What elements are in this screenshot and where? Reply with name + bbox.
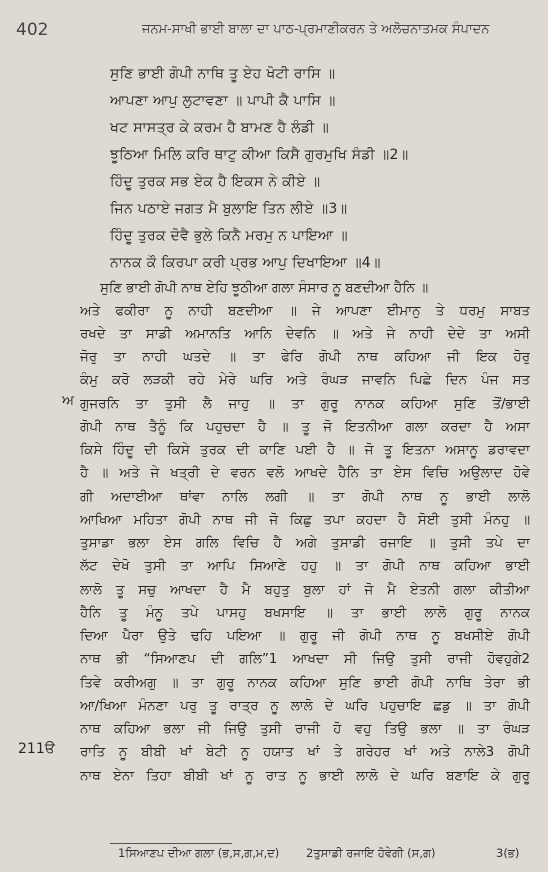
prose-line: ਨਾਥ ਕਹਿਆ ਭਲਾ ਜੀ ਜਿਉ ਤੁਸੀ ਰਾਜੀ ਹੋ ਵਹੁ ਤਿਉ ਭਲਾ ॥ ਤਾ ਰੰਘੜ — [80, 722, 530, 737]
prose-line: ਲੱਟ ਦੇਖੋ ਤੁਸੀ ਤਾ ਆਪਿ ਸਿਆਣੇ ਹਹੁ ॥ ਤਾ ਗੋਪੀ ਨਾਥ ਕਹਿਆ ਭਾਈ — [80, 559, 530, 574]
verse-line: ਸੁਣਿ ਭਾਈ ਗੋਪੀ ਨਾਥਿ ਤੂ ਏਹ ਖੋਟੀ ਰਾਸਿ ॥ — [110, 66, 336, 82]
prose-line: ਆਖਿਆ ਮਹਿਤਾ ਗੋਪੀ ਨਾਥ ਜੀ ਜੋ ਕਿਛੁ ਤਪਾ ਕਹਦਾ ਹੈ ਸੋਈ ਤੁਸੀ ਮੰਨਹੁ ॥ — [80, 513, 530, 528]
verse-line: ਆਪਣਾ ਆਪੁ ਲੁਟਾਵਣਾ ॥ ਪਾਪੀ ਕੈ ਪਾਸਿ ॥ — [110, 93, 336, 109]
verse-line: ਨਾਨਕ ਕੌ ਕਿਰਪਾ ਕਰੀ ਪ੍ਰਭ ਆਪੁ ਦਿਖਾਇਆ ॥4॥ — [110, 255, 381, 271]
prose-line: ਰਖਦੇ ਤਾ ਸਾਡੀ ਅਮਾਨਤਿ ਆਨਿ ਦੇਵਨਿ ॥ ਅਤੇ ਜੇ ਨਾਹੀ ਦੇਦੇ ਤਾ ਅਸੀ — [80, 327, 530, 342]
prose-line: ਦਿਆ ਪੈਰਾ ਉਤੇ ਢਹਿ ਪਇਆ ॥ ਗੁਰੂ ਜੀ ਗੋਪੀ ਨਾਥ ਨੂ ਬਖਸੀਏ ਗੋਪੀ — [80, 629, 530, 644]
prose-line: ਆ/ਖਿਆ ਮੰਨਣਾ ਪਰੁ ਤੂ ਰਾਤ੍ਰ ਨੂ ਲਾਲੋ ਦੇ ਘਰਿ ਪਹੁਚਾਇ ਛਡੁ ॥ ਤਾ ਗੋਪੀ — [80, 699, 530, 714]
prose-line: ਗੀ ਅਦਾਈਆ ਥਾਂਵਾ ਨਾਲਿ ਲਗੀ ॥ ਤਾ ਗੋਪੀ ਨਾਥ ਨੂ ਭਾਈ ਲਾਲੋ — [80, 490, 530, 505]
prose-line: ਅਤੇ ਫਕੀਰਾ ਨੂ ਨਾਹੀ ਬਣਦੀਆ ॥ ਜੇ ਆਪਣਾ ਈਮਾਨੁ ਤੇ ਧਰਮੁ ਸਾਬਤ — [80, 304, 530, 319]
prose-line: ਗੁਜਰਨਿ ਤਾ ਤੁਸੀ ਲੈ ਜਾਹੁ ॥ ਤਾ ਗੁਰੂ ਨਾਨਕ ਕਹਿਆ ਸੁਣਿ ਤੋਂ/ਭਾਈ — [80, 397, 530, 412]
footnote-divider — [110, 843, 232, 844]
prose-line: ਜੋਰੁ ਤਾ ਨਾਹੀ ਘਤਦੇ ॥ ਤਾ ਫੇਰਿ ਗੋਪੀ ਨਾਥ ਕਹਿਆ ਜੀ ਇਕ ਹੋਰੁ — [80, 350, 530, 365]
prose-line: ਨਾਥ ਏਨਾ ਤਿਹਾ ਬੀਬੀ ਖਾਂ ਨੂ ਰਾਤ ਨੂ ਭਾਈ ਲਾਲੋ ਦੇ ਘਰਿ ਬਣਾਇ ਕੇ ਗੁਰੂ — [80, 769, 530, 784]
verse-line: ਹਿੰਦੂ ਤੁਰਕ ਸਭ ਏਕ ਹੈ ਇਕਸ ਨੇ ਕੀਏ ॥ — [110, 174, 321, 190]
prose-line: ਹੈ ॥ ਅਤੇ ਜੇ ਖਤ੍ਰੀ ਦੇ ਵਰਨ ਵਲੋ ਆਖਦੇ ਹੈਨਿ ਤਾ ਏਸ ਵਿਚਿ ਅਉਲਾਦ ਹੋਵੇ — [80, 466, 530, 481]
margin-note: 211ੳ — [18, 741, 55, 757]
prose-line: ਨਾਥ ਭੀ “ਸਿਆਣਪ ਦੀ ਗਲਿ”1 ਆਖਦਾ ਸੀ ਜਿਉ ਤੁਸੀ ਰਾਜੀ ਹੋਵਹੁਗੇ2 — [80, 652, 530, 667]
prose-line: ਸੁਣਿ ਭਾਈ ਗੋਪੀ ਨਾਥ ਏਹਿ ਝੂਠੀਆ ਗਲਾ ਸੰਸਾਰ ਨੂ ਬਣਦੀਆ ਹੈਨਿ ॥ — [100, 281, 429, 296]
prose-line: ਤੁਸਾਡਾ ਭਲਾ ਏਸ ਗਲਿ ਵਿਚਿ ਹੈ ਅਗੇ ਤੁਸਾਡੀ ਰਜਾਇ ॥ ਤੁਸੀ ਤਪੇ ਦਾ — [80, 536, 530, 551]
margin-note: ਅ — [62, 393, 75, 409]
prose-line: ਹੈਨਿ ਤੂ ਮੰਨੂ ਤਪੇ ਪਾਸਹੁ ਬਖਸਾਇ ॥ ਤਾ ਭਾਈ ਲਾਲੋ ਗੁਰੂ ਨਾਨਕ — [80, 606, 530, 621]
footnote: 3(ਭ) — [496, 846, 520, 860]
verse-line: ਜਿਨ ਪਠਾਏ ਜਗਤ ਮੈ ਬੁਲਾਇ ਤਿਨ ਲੀਏ ॥3॥ — [110, 201, 348, 217]
prose-line: ਕਿਸੇ ਹਿੰਦੂ ਦੀ ਕਿਸੇ ਤੁਰਕ ਦੀ ਕਾਣਿ ਪਈ ਹੈ ॥ ਜੋ ਤੂ ਇਤਨਾ ਅਸਾਨੂ ਡਰਾਵਦਾ — [80, 443, 530, 458]
prose-line: ਗੋਪੀ ਨਾਥ ਤੈਨੂੰ ਕਿ ਪਹੁਚਦਾ ਹੈ ॥ ਤੂ ਜੋ ਇਤਨੀਆ ਗਲਾ ਕਰਦਾ ਹੈ ਅਸਾ — [80, 420, 530, 435]
prose-line: ਤਿਵੇ ਕਰੀਅਗੁ ॥ ਤਾ ਗੁਰੂ ਨਾਨਕ ਕਹਿਆ ਸੁਣਿ ਭਾਈ ਗੋਪੀ ਨਾਥਿ ਤੇਰਾ ਭੀ — [80, 676, 530, 691]
verse-line: ਖਟ ਸਾਸਤ੍ਰ ਕੇ ਕਰਮ ਹੈ ਬਾਮਣ ਹੈ ਲੰਡੀ ॥ — [110, 120, 330, 136]
prose-line: ਰਾਤਿ ਨੂ ਬੀਬੀ ਖਾਂ ਬੇਟੀ ਨੂ ਹਯਾਤ ਖਾਂ ਤੇ ਗਰੇਹਰ ਖਾਂ ਅਤੇ ਨਾਲੇ3 ਗੋਪੀ — [80, 745, 530, 760]
footnote: 2ਤੁਸਾਡੀ ਰਜਾਇ ਹੋਵੇਗੀ (ਸ,ਗ) — [306, 846, 436, 860]
verse-line: ਹਿੰਦੂ ਤੁਰਕ ਦੋਵੈ ਭੁਲੇ ਕਿਨੈ ਮਰਮੁ ਨ ਪਾਇਆ ॥ — [110, 228, 348, 244]
page-number: 402 — [16, 20, 49, 40]
footnote: 1ਸਿਆਣਪ ਦੀਆ ਗਲਾ (ਭ,ਸ,ਗ,ਮ,ਦ) — [118, 846, 280, 860]
prose-line: ਲਾਲੋ ਤੂ ਸਚੁ ਆਖਦਾ ਹੈ ਮੈ ਬਹੁਤੁ ਬੁਲਾ ਹਾਂ ਜੋ ਮੈ ਏਤਨੀ ਗਲਾ ਕੀਤੀਆ — [80, 583, 530, 598]
prose-line: ਕੰਮੁ ਕਰੋ ਲੜਕੀ ਰਹੇ ਮੇਰੇ ਘਰਿ ਅਤੇ ਰੰਘੜ ਜਾਵਨਿ ਪਿਛੇ ਦਿਨ ਪੰਜ ਸਤ — [80, 373, 530, 388]
running-header: ਜਨਮ-ਸਾਖੀ ਭਾਈ ਬਾਲਾ ਦਾ ਪਾਠ-ਪ੍ਰਮਾਣੀਕਰਨ ਤੇ ਅਲੋਚਨਾਤਮਕ ਸੰਪਾਦਨ — [142, 22, 490, 37]
verse-line: ਝੂਠਿਆ ਮਿਲਿ ਕਰਿ ਥਾਟੁ ਕੀਆ ਕਿਸੈ ਗੁਰਮੁਖਿ ਸੰਡੀ ॥2॥ — [110, 147, 409, 163]
